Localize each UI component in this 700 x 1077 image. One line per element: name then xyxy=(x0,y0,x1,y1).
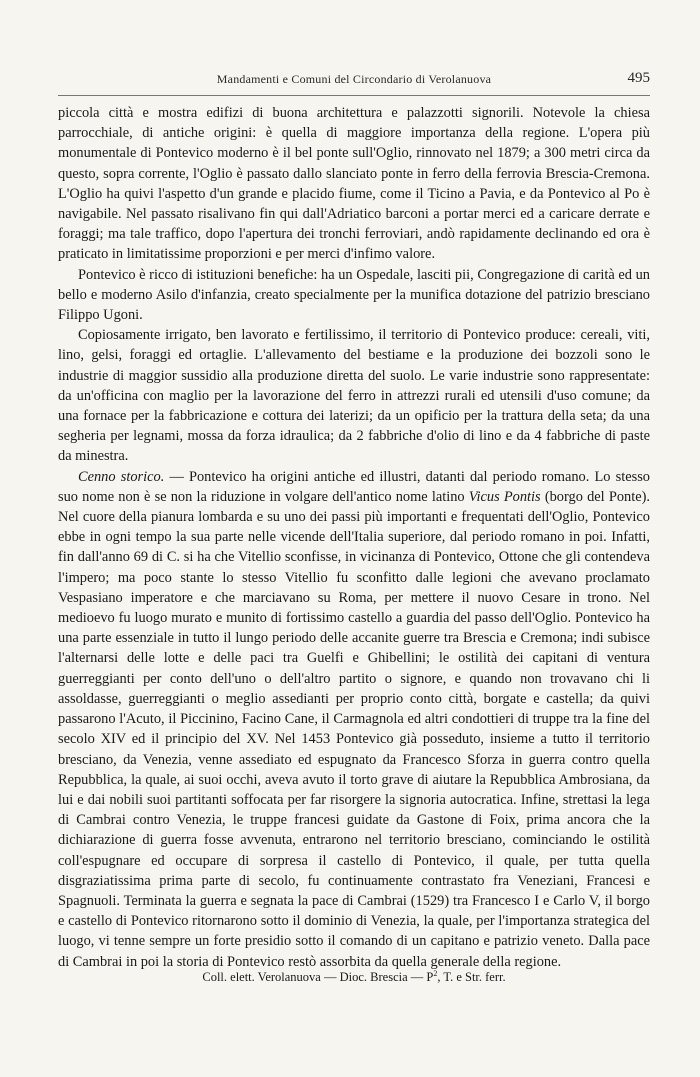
page-number: 495 xyxy=(627,70,650,86)
footer-text-b: , T. e Str. ferr. xyxy=(437,970,506,984)
running-head-title: Mandamenti e Comuni del Circondario di Verolanuova xyxy=(216,72,492,86)
latin-name: Vicus Pontis xyxy=(468,488,541,505)
history-heading: Cenno storico. xyxy=(78,468,165,485)
footer-text-a: Coll. elett. Verolanuova — Dioc. Brescia — P xyxy=(202,970,434,984)
body-text xyxy=(58,103,650,972)
paragraph-history xyxy=(58,467,650,972)
history-text-b: (borgo del Ponte). Nel cuore della pianura lombarda e su uno dei passi più importanti e frequentati dell'Oglio, Pontevico ebbe in ogni tempo la sua parte nelle vicende dell'Italia superiore, dal periodo romano in poi. Infatti, fin dall'anno 69 di C. si ha che Vitellio sconfisse, in vicinanza di Pontevico, Ottone che gli contendeva l'impero; ma poco stante lo stesso Vitellio fu sconfitto dalle legioni che avevano proclamato Vespasiano imperatore e che marciavano su Roma, per mettere il nuovo Cesare in trono. Nel medioevo fu luogo murato e munito di fortissimo castello a guardia del passo dell'Oglio. Pontevico ha una parte essenziale in tutto il lungo periodo delle accanite guerre tra Brescia e Cremona; indi subisce l'alternarsi delle lotte e delle paci tra Guelfi e Ghibellini; le ostilità dei capitani di ventura guerreggianti per conto dell'uno o dell'altro partito o signore, e quando non trovavano chi li assoldasse, guerreggianti o meglio assedianti per proprio conto città, borgate e castella; da quivi passarono l'Acuto, il Piccinino, Facino Cane, il Carmagnola ed altri condottieri di truppe tra la fine del secolo XIV ed il principio del XV. Nel 1453 Pontevico già posseduto, insieme a tutto il territorio bresciano, da Venezia, venne assediato ed espugnato da Francesco Sforza in guerra contro quella Repubblica, la quale, ai suoi occhi, aveva avuto il torto grave di aiutare la Repubblica Ambrosiana, da lui e dai nobili suoi partitanti soffocata per far risorgere la signoria autocratica. Infine, strettasi la lega di Cambrai contro Venezia, le truppe francesi guidate da Gastone di Foix, prima ancora che la dichiarazione di guerra fosse avvenuta, entrarono nel territorio bresciano, cominciando le ostilità coll'espugnare ed occupare di sorpresa il castello di Pontevico, il quale, per tutta quella disgraziatissima prima parte di secolo, fu continuamente contrastato fra Veneziani, Francesi e Spagnuoli. Terminata la guerra e segnata la pace di Cambrai (1529) tra Francesco I e Carlo V, il borgo e castello di Pontevico ritornarono sotto il dominio di Venezia, la quale, per l'importanza strategica del luogo, vi tenne sempre un forte presidio sotto il comando di un capitano e patrizio veneto. Dalla pace di Cambrai in poi la storia di Pontevico restò assorbita da quella generale della regione. xyxy=(58,488,651,970)
paragraph-agriculture-industry: Copiosamente irrigato, ben lavorato e fertilissimo, il territorio di Pontevico produce: cereali, viti, lino, gelsi, foraggi ed ortaglie. L'allevamento del bestiame e la produzione dei bozzoli sono le industrie di maggior sussidio alla produzione diretta del suolo. Le varie industrie sono rappresentate: da un'officina con maglio per la lavorazione del ferro in attrezzi rurali ed utensili d'uso comune; da una fornace per la fabbricazione e cottura dei laterizi; da un opificio per la trattura della seta; da una segheria per legnami, mossa da forza idraulica; da 2 fabbriche d'olio di lino e da 4 fabbriche di paste da minestra. xyxy=(58,327,650,465)
header-rule xyxy=(58,95,650,96)
paragraph-institutions: Pontevico è ricco di istituzioni benefiche: ha un Ospedale, lasciti pii, Congregazione di carità ed un bello e moderno Asilo d'infanzia, creato specialmente per la munifica dotazione del patrizio bresciano Filippo Ugoni. xyxy=(58,266,650,324)
footer-superscript: 2 xyxy=(433,968,438,978)
running-head xyxy=(58,72,650,92)
footer-note xyxy=(58,970,650,985)
paragraph-city-description: piccola città e mostra edifizi di buona architettura e palazzotti signorili. Notevole la chiesa parrocchiale, di antiche origini: è quella di maggiore importanza della regione. L'opera più monumentale di Pontevico moderno è il bel ponte sull'Oglio, rinnovato nel 1879; a 300 metri circa da questo, sopra corrente, l'Oglio è passato dallo slanciato ponte in ferro della ferrovia Brescia-Cremona. L'Oglio ha quivi l'aspetto d'un grande e placido fiume, come il Ticino a Pavia, e da Pontevico al Po è navigabile. Nel passato risalivano fin qui dall'Adriatico barconi a portar merci ed a caricare derrate e foraggi; ma tale traffico, dopo l'apertura dei tronchi ferroviari, andò rapidamente declinando ed ora è praticato in limitatissime proporzioni e per merci d'infimo valore. xyxy=(58,105,650,263)
history-text-a: — Pontevico ha origini antiche ed illustri, datanti dal periodo romano. Lo stesso suo nome non è se non la riduzione in volgare dell'antico nome latino xyxy=(58,468,650,505)
